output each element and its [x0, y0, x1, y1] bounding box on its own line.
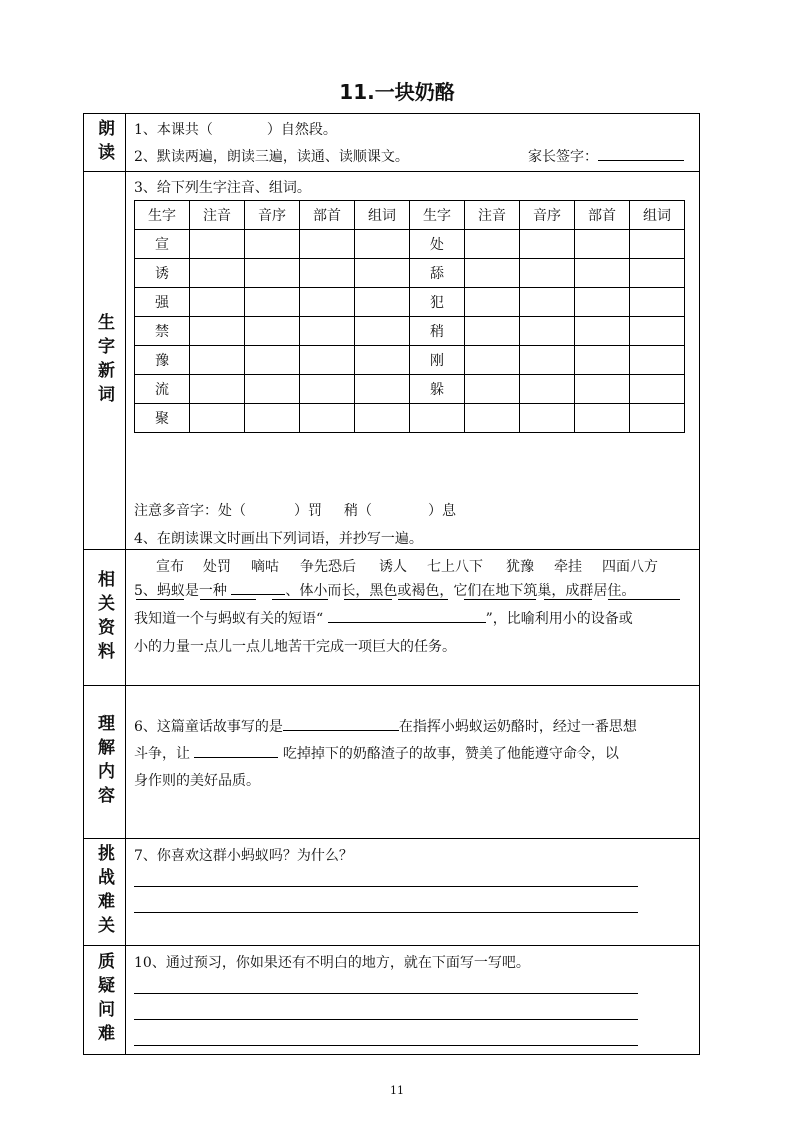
question-3: 3、给下列生字注音、组词。 [134, 180, 311, 196]
vocab-word: 嘀咕 [251, 559, 279, 575]
section-understand [84, 686, 699, 839]
vocab-word: 牵挂 [554, 559, 582, 575]
section-label-challenge: 挑战难关 [84, 839, 126, 945]
answer-line[interactable] [134, 1019, 638, 1020]
table-header: 部首 [300, 201, 355, 230]
vocab-word: 七上八下 [427, 559, 483, 575]
vocab-word: 处罚 [203, 559, 231, 575]
answer-line[interactable] [134, 993, 638, 994]
character-cell: 豫 [135, 346, 190, 375]
character-cell: 处 [410, 230, 465, 259]
question-5: 5、蚂蚁是一种 、体小而长，黑色或褐色，它们在地下筑巢，成群居住。 [134, 580, 635, 600]
answer-line[interactable] [134, 886, 638, 887]
character-cell: 刚 [410, 346, 465, 375]
answer-line[interactable] [134, 1045, 638, 1046]
character-table [134, 200, 685, 433]
character-cell: 诱 [135, 259, 190, 288]
question-7: 7、你喜欢这群小蚂蚁吗？为什么？ [134, 848, 353, 864]
section-label-question: 质疑问难 [84, 946, 126, 1054]
character-cell: 聚 [135, 404, 190, 433]
parent-signature: 家长签字： [528, 146, 684, 166]
page-title: 11.一块奶酪 [339, 80, 455, 104]
polyphone-note: 注意多音字：处（ ）罚 稍（ ）息 [134, 503, 456, 519]
section-label-related: 相关资料 [84, 550, 126, 685]
table-row [135, 259, 685, 288]
table-header: 组词 [355, 201, 410, 230]
table-header: 组词 [630, 201, 685, 230]
vocab-word: 犹豫 [506, 559, 534, 575]
character-cell: 宣 [135, 230, 190, 259]
table-header: 音序 [245, 201, 300, 230]
vocab-word: 诱人 [379, 559, 407, 575]
worksheet-table [83, 113, 700, 1055]
page-number: 11 [390, 1084, 404, 1097]
section-question [84, 946, 699, 1054]
question-5-phrase: 我知道一个与蚂蚁有关的短语“ ”，比喻利用小的设备或 [134, 608, 633, 628]
character-cell: 犯 [410, 288, 465, 317]
vocab-word: 争先恐后 [300, 559, 356, 575]
question-6-cont: 斗争，让 吃掉掉下的奶酪渣子的故事，赞美了他能遵守命令，以 [134, 743, 619, 763]
table-header: 音序 [520, 201, 575, 230]
character-cell: 强 [135, 288, 190, 317]
section-related [84, 550, 699, 686]
table-header: 部首 [575, 201, 630, 230]
answer-blank[interactable] [194, 743, 278, 758]
character-cell: 躲 [410, 375, 465, 404]
section-label-characters: 生字新词 [84, 172, 126, 549]
section-characters [84, 172, 699, 575]
section-label-understand: 理解内容 [84, 686, 126, 838]
character-cell: 稍 [410, 317, 465, 346]
table-header: 生字 [135, 201, 190, 230]
character-cell: 流 [135, 375, 190, 404]
vocab-word: 宣布 [156, 559, 184, 575]
table-row [135, 404, 685, 433]
question-6-end: 身作则的美好品质。 [134, 773, 260, 789]
section-challenge [84, 839, 699, 946]
question-5-cont: 小的力量一点儿一点儿地苦干完成一项巨大的任务。 [134, 639, 456, 655]
section-label-reading: 朗读 [84, 114, 126, 171]
question-4: 4、在朗读课文时画出下列词语，并抄写一遍。 [134, 531, 423, 547]
question-1: 1、本课共（ ）自然段。 [134, 122, 337, 138]
answer-blank[interactable] [283, 716, 399, 731]
vocab-word: 四面八方 [602, 559, 658, 575]
table-row [135, 375, 685, 404]
answer-blank[interactable] [328, 608, 486, 623]
table-row [135, 317, 685, 346]
table-row [135, 346, 685, 375]
table-row [135, 288, 685, 317]
section-reading [84, 114, 699, 172]
table-header-row [135, 201, 685, 230]
table-header: 注音 [465, 201, 520, 230]
table-row [135, 230, 685, 259]
parent-signature-blank[interactable] [598, 146, 684, 161]
answer-line[interactable] [134, 912, 638, 913]
character-cell: 舔 [410, 259, 465, 288]
answer-blank[interactable] [231, 580, 285, 595]
table-header: 生字 [410, 201, 465, 230]
table-header: 注音 [190, 201, 245, 230]
question-6: 6、这篇童话故事写的是 在指挥小蚂蚁运奶酪时，经过一番思想 [134, 716, 637, 736]
character-cell [410, 404, 465, 433]
question-2: 2、默读两遍，朗读三遍，读通、读顺课文。 [134, 149, 409, 165]
question-10: 10、通过预习，你如果还有不明白的地方，就在下面写一写吧。 [134, 955, 530, 971]
character-cell: 禁 [135, 317, 190, 346]
